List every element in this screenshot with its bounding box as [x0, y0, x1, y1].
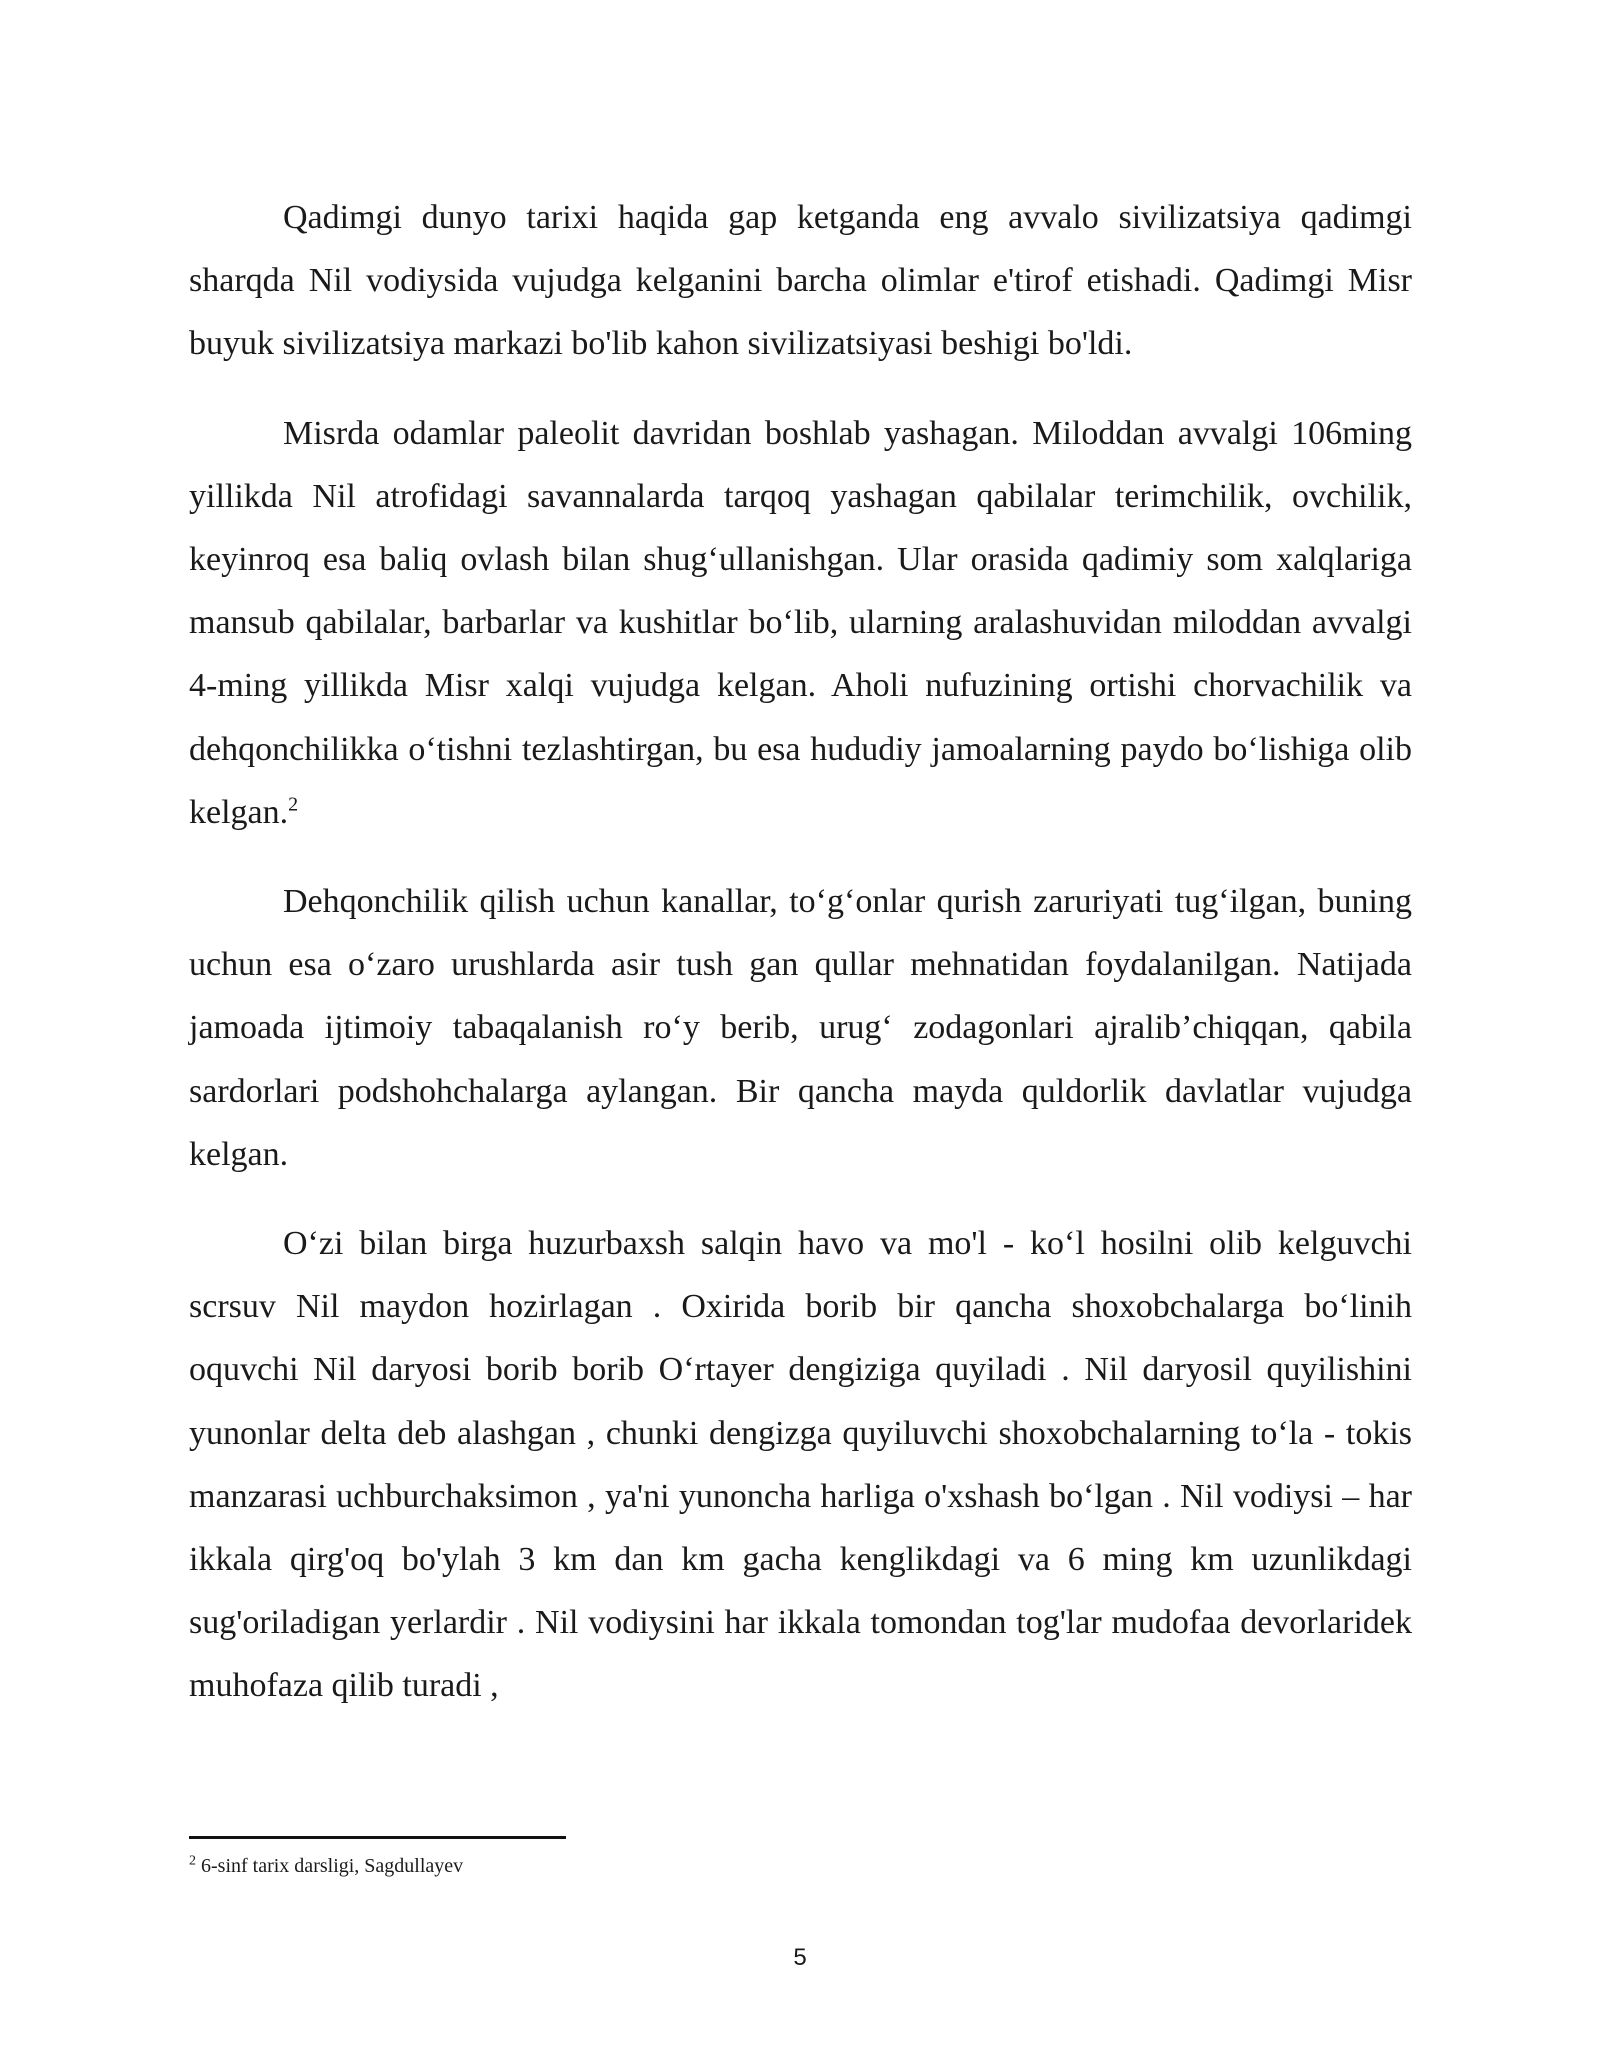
footnote-reference[interactable]: 2	[288, 793, 299, 816]
paragraph-4	[189, 1212, 1412, 1718]
paragraph-2-text: Misrda odamlar paleolit davridan boshlab yashagan. Miloddan avvalgi 106ming yillikda Nil atrofidagi savannalarda tarqoq yashagan qabilalar terimchilik, ovchilik, keyinroq esa baliq ovlash bilan shug‘ullanishgan. Ular orasida qadimiy som xalqlariga mansub qabilalar, barbarlar va kushitlar bo‘lib, ularning aralashuvidan miloddan avvalgi 4-ming yillikda Misr xalqi vujudga kelgan. Aholi nufuzining ortishi chorvachilik va dehqonchilikka o‘tishni tezlashtirgan, bu esa hududiy jamoalarning paydo bo‘lishiga olib kelgan.	[189, 414, 1412, 831]
body-text	[189, 186, 1412, 1744]
page-number: 5	[793, 1944, 807, 1971]
footnote	[189, 1852, 1189, 1880]
paragraph-3-text: Dehqonchilik qilish uchun kanallar, to‘g‘onlar qurish zaruriyati tug‘ilgan, buning uchun esa o‘zaro urushlarda asir tush gan qullar mehnatidan foydalanilgan. Natijada jamoada ijtimoiy tabaqalanish ro‘y berib, urug‘ zodagonlari ajralib’chiqqan, qabila sardorlari podshohchalarga aylangan. Bir qancha mayda quldorlik davlatlar vujudga kelgan.	[189, 883, 1412, 1173]
paragraph-1-text: Qadimgi dunyo tarixi haqida gap ketganda eng avvalo sivilizatsiya qadimgi sharqda Nil vodiysida vujudga kelganini barcha olimlar e'tirof etishadi. Qadimgi Misr buyuk sivilizatsiya markazi bo'lib kahon sivilizatsiyasi beshigi bo'ldi.	[189, 199, 1412, 363]
paragraph-3	[189, 870, 1412, 1186]
paragraph-4-text: O‘zi bilan birga huzurbaxsh salqin havo va mo'l - ko‘l hosilni olib kelguvchi scrsuv Nil maydon hozirlagan . Oxirida borib bir qancha shoxobchalarga bo‘linih oquvchi Nil daryosi borib borib O‘rtayer dengiziga quyiladi . Nil daryosil quyilishini yunonlar delta deb alashgan , chunki dengizga quyiluvchi shoxobchalarning to‘la - tokis manzarasi uchburchaksimon , ya'ni yunoncha harliga o'xshash bo‘lgan . Nil vodiysi – har ikkala qirg'oq bo'ylah 3 km dan km gacha kenglikdagi va 6 ming km uzunlikdagi sug'oriladigan yerlardir . Nil vodiysini har ikkala tomondan tog'lar mudofaa devorlaridek muhofaza qilib turadi ,	[189, 1225, 1412, 1705]
paragraph-2	[189, 402, 1412, 844]
paragraph-1	[189, 186, 1412, 376]
footnote-separator	[189, 1836, 566, 1839]
footnote-text: 6-sinf tarix darsligi, Sagdullayev	[196, 1855, 464, 1877]
footnote-number: 2	[189, 1853, 196, 1869]
